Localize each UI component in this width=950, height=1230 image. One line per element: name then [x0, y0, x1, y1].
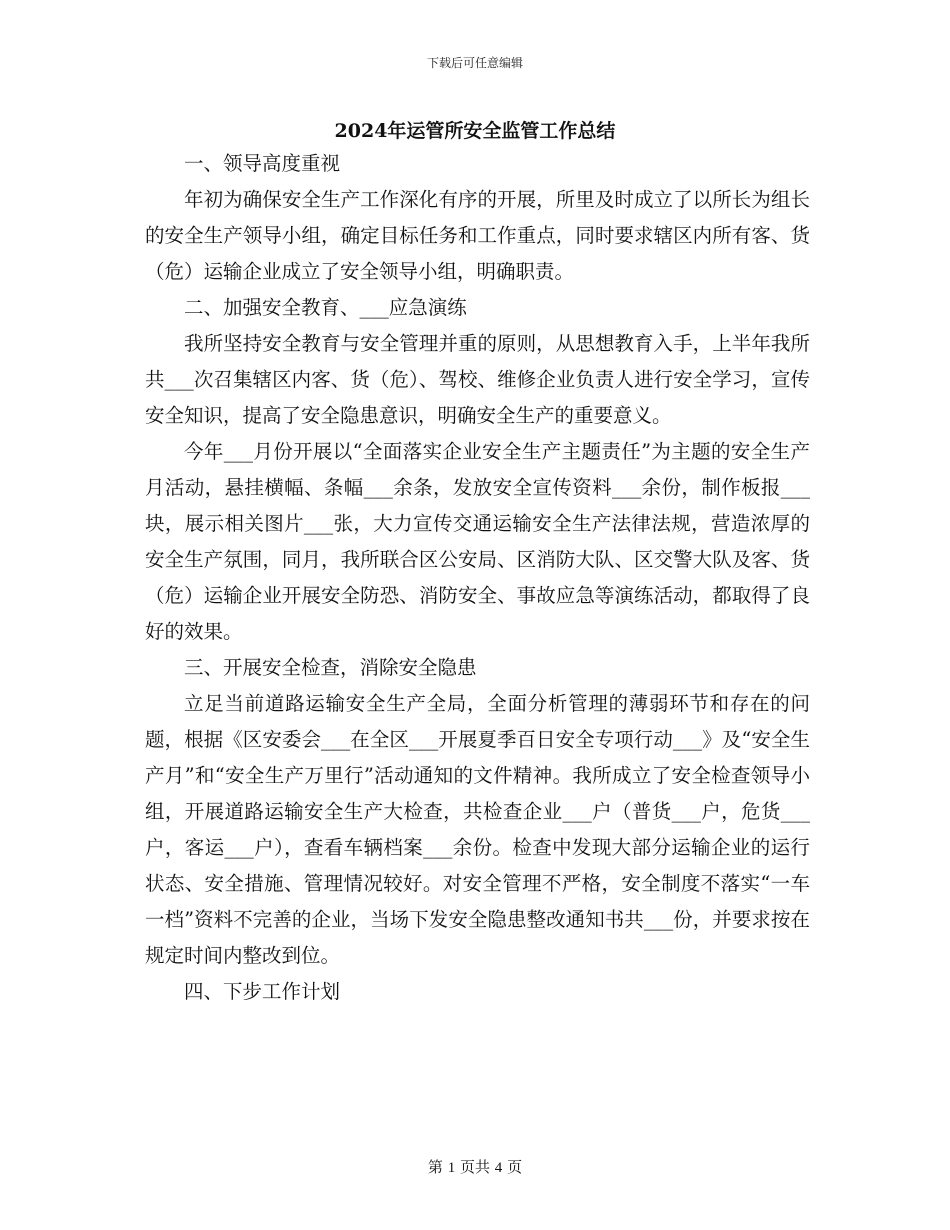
paragraph: 立足当前道路运输安全生产全局，全面分析管理的薄弱环节和存在的问题，根据《区安委会___在全区___开展夏季百日安全专项行动___》及“安全生产月”和“安全生产万里行”活动通知的文件精神。我所成立了安全检查领导小组，开展道路运输安全生产大检查，共检查企业___户（普货___户，危货___户，客运___户），查看车辆档案___余份。检查中发现大部分运输企业的运行状态、安全措施、管理情况较好。对安全管理不严格，安全制度不落实“一车一档”资料不完善的企业，当场下发安全隐患整改通知书共___份，并要求按在规定时间内整改到位。: [145, 692, 810, 967]
total-pages-number: 4: [494, 1160, 503, 1176]
footer-suffix: 页: [507, 1158, 523, 1176]
document-title: 2024年运管所安全监管工作总结: [334, 120, 616, 142]
paragraph: 年初为确保安全生产工作深化有序的开展，所里及时成立了以所长为组长的安全生产领导小组，确定目标任务和工作重点，同时要求辖区内所有客、货（危）运输企业成立了安全领导小组，明确职责。: [145, 188, 810, 283]
footer-middle: 页共: [459, 1158, 490, 1176]
section-heading: 二、加强安全教育、___应急演练: [184, 296, 467, 319]
section-heading: 四、下步工作计划: [184, 980, 341, 1003]
paragraph: 我所坚持安全教育与安全管理并重的原则，从思想教育入手，上半年我所共___次召集辖区内客、货（危）、驾校、维修企业负责人进行安全学习，宣传安全知识，提高了安全隐患意识，明确安全生产的重要意义。: [145, 332, 810, 427]
page-footer: [0, 1156, 950, 1177]
document-body: [145, 146, 810, 1010]
paragraph: 今年___月份开展以“全面落实企业安全生产主题责任”为主题的安全生产月活动，悬挂横幅、条幅___余条，发放安全宣传资料___余份，制作板报___块，展示相关图片___张，大力宣传交通运输安全生产法律法规，营造浓厚的安全生产氛围，同月，我所联合区公安局、区消防大队、区交警大队及客、货（危）运输企业开展安全防恐、消防安全、事故应急等演练活动，都取得了良好的效果。: [145, 440, 810, 643]
page-header: 下载后可任意编辑: [426, 56, 523, 70]
footer-prefix: 第: [427, 1158, 443, 1176]
current-page-number: 1: [447, 1160, 456, 1176]
section-heading: 三、开展安全检查，消除安全隐患: [184, 656, 477, 679]
section-heading: 一、领导高度重视: [184, 152, 341, 175]
